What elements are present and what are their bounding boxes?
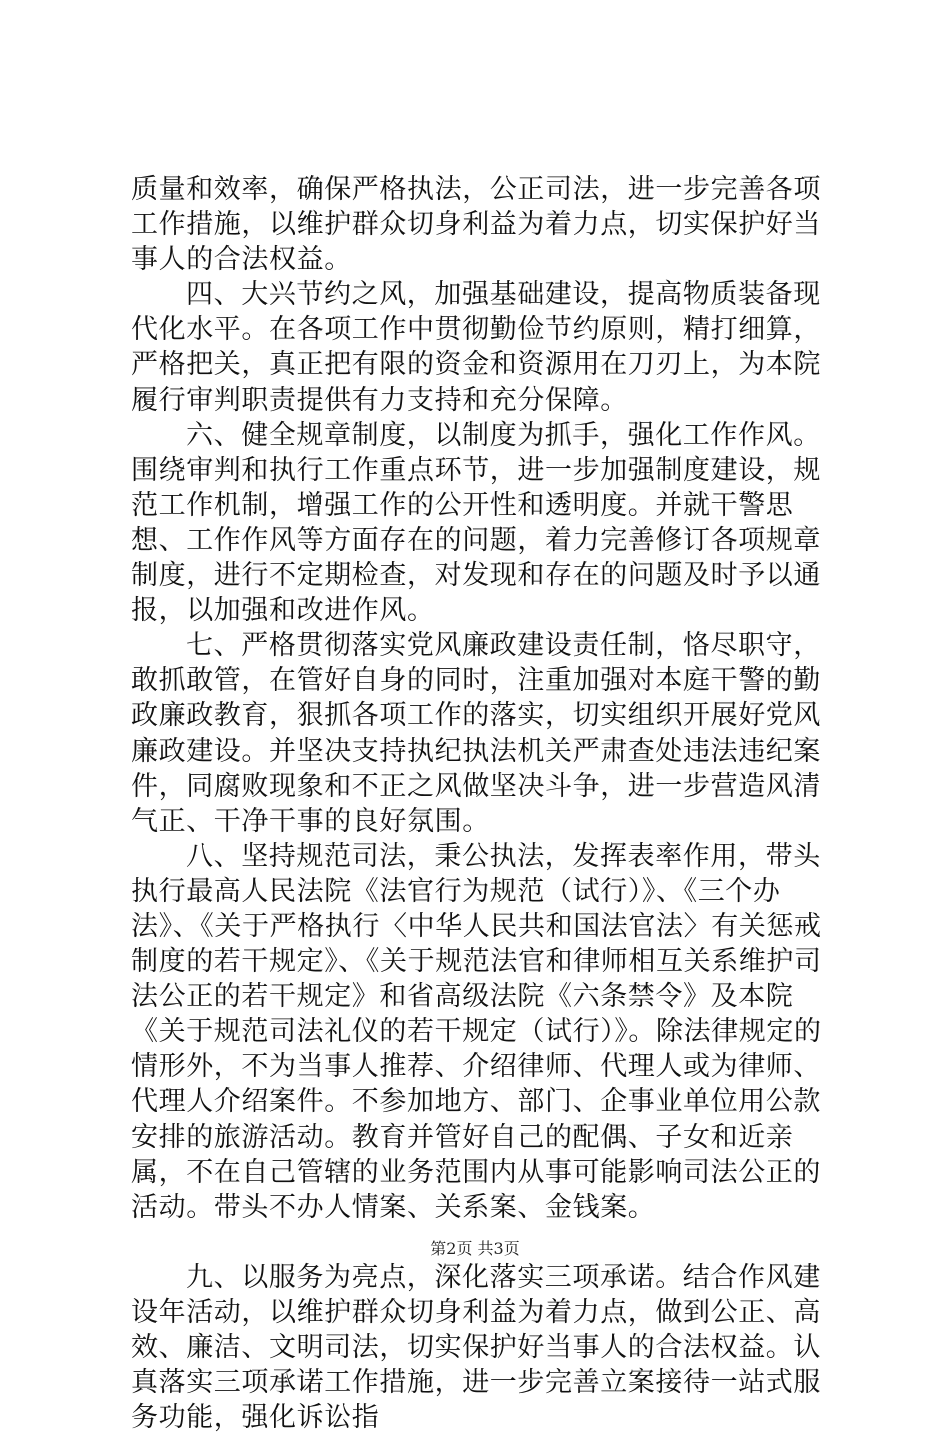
paragraph-item-9: 九、以服务为亮点，深化落实三项承诺。结合作风建设年活动，以维护群众切身利益为着力点，做到公正、高效、廉洁、文明司法，切实保护好当事人的合法权益。认真落实三项承诺工作措施，进一步完善立案接待一站式服务功能，强化诉讼指 [131,1261,821,1434]
paragraph-item-6: 六、健全规章制度，以制度为抓手，强化工作作风。围绕审判和执行工作重点环节，进一步加强制度建设，规范工作机制，增强工作的公开性和透明度。并就干警思想、工作作风等方面存在的问题，着力完善修订各项规章制度，进行不定期检查，对发现和存在的问题及时予以通报，以加强和改进作风。 [131,419,821,627]
page-number-footer: 第2页 共3页 [430,1239,520,1258]
paragraph-item-4: 四、大兴节约之风，加强基础建设，提高物质装备现代化水平。在各项工作中贯彻勤俭节约原则，精打细算，严格把关，真正把有限的资金和资源用在刀刃上，为本院履行审判职责提供有力支持和充分保障。 [131,279,821,416]
paragraph-item-8: 八、坚持规范司法，秉公执法，发挥表率作用，带头执行最高人民法院《法官行为规范（试行）》、《三个办法》、《关于严格执行〈中华人民共和国法官法〉有关惩戒制度的若干规定》、《关于规范法官和律师相互关系维护司法公正的若干规定》和省高级法院《六条禁令》及本院《关于规范司法礼仪的若干规定（试行）》。除法律规定的情形外，不为当事人推荐、介绍律师、代理人或为律师、代理人介绍案件。不参加地方、部门、企事业单位用公款安排的旅游活动。教育并管好自己的配偶、子女和近亲属，不在自己管辖的业务范围内从事可能影响司法公正的活动。带头不办人情案、关系案、金钱案。 [131,840,822,1223]
paragraph-item-7: 七、严格贯彻落实党风廉政建设责任制，恪尽职守，敢抓敢管，在管好自身的同时，注重加强对本庭干警的勤政廉政教育，狠抓各项工作的落实，切实组织开展好党风廉政建设。并坚决支持执纪执法机关严肃查处违法违纪案件，同腐败现象和不正之风做坚决斗争，进一步营造风清气正、干净干事的良好氛围。 [131,630,821,837]
paragraph-continued: 质量和效率，确保严格执法，公正司法，进一步完善各项工作措施，以维护群众切身利益为着力点，切实保护好当事人的合法权益。 [131,174,821,276]
